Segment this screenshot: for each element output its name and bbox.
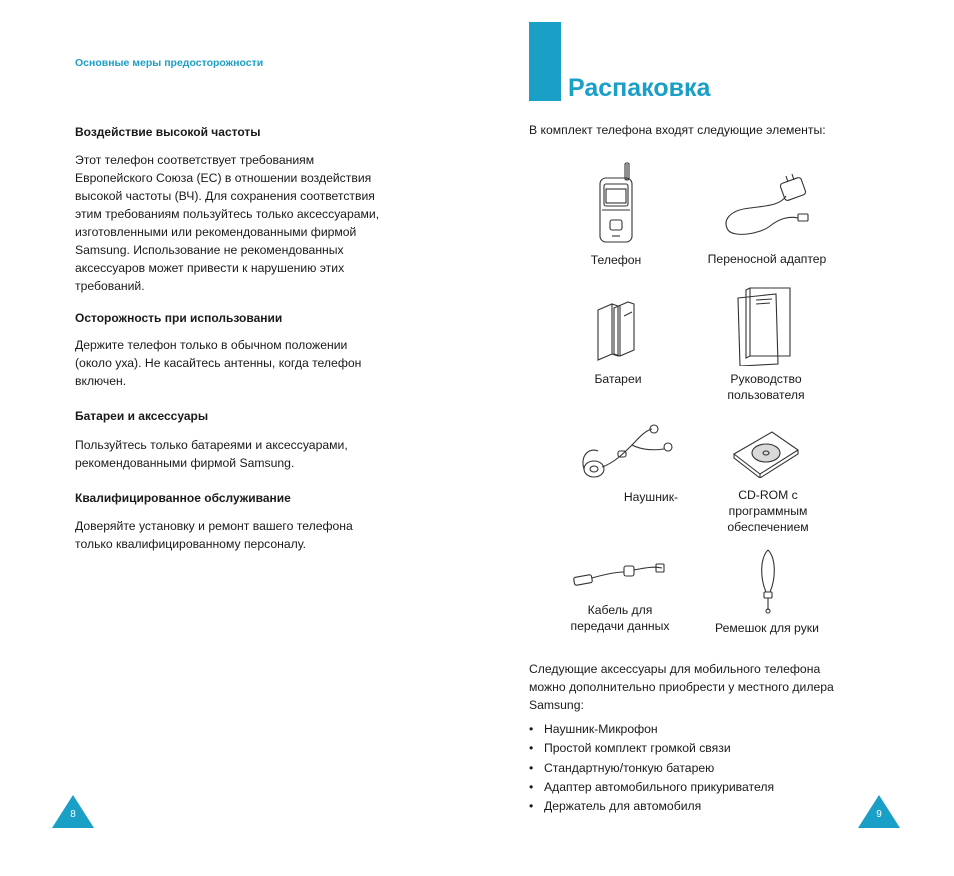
heading-usage-caution: Осторожность при использовании [75, 311, 283, 325]
heading-rf-exposure: Воздействие высокой частоты [75, 125, 261, 139]
phone-icon [596, 162, 638, 246]
page-title: Распаковка [568, 74, 711, 102]
title-accent-bar [529, 22, 561, 101]
paragraph-batteries: Пользуйтесь только батареями и аксессуарами, рекомендованными фирмой Samsung. [75, 438, 348, 470]
adapter-icon [720, 172, 812, 242]
heading-batteries: Батареи и аксессуары [75, 409, 209, 423]
accessory-list [529, 720, 774, 816]
strap-icon [754, 548, 782, 614]
intro-text: В комплект телефона входят следующие элементы: [529, 123, 826, 137]
item-label-strap: Ремешок для руки [715, 621, 819, 635]
item-label-phone: Телефон [590, 253, 642, 267]
manual-icon [734, 284, 798, 366]
page-marker-left [52, 795, 94, 828]
paragraph-service: Доверяйте установку и ремонт вашего телефона только квалифицированному персоналу. [75, 519, 353, 551]
cdrom-icon [732, 430, 800, 478]
list-item: • Наушник-Микрофон [529, 720, 774, 739]
page-number-left: 8 [70, 809, 76, 820]
section-header: Основные меры предосторожности [75, 57, 264, 69]
item-label-cdrom: CD-ROM с программным обеспечением [727, 488, 809, 534]
item-label-manual: Руководство пользователя [727, 372, 805, 402]
page-number-right: 9 [876, 809, 882, 820]
list-item: • Держатель для автомобиля [529, 797, 774, 816]
item-label-batteries: Батареи [594, 372, 642, 386]
item-label-earphone: Наушник- [623, 490, 679, 504]
list-item: • Простой комплект громкой связи [529, 739, 774, 758]
earphone-icon [578, 417, 678, 485]
battery-icon [594, 298, 638, 362]
optional-accessories-text: Следующие аксессуары для мобильного телефона можно дополнительно приобрести у местного дилера Samsung: [529, 662, 834, 712]
item-label-adapter: Переносной адаптер [707, 252, 827, 266]
list-item: • Адаптер автомобильного прикуривателя [529, 778, 774, 797]
page-marker-right [858, 795, 900, 828]
heading-service: Квалифицированное обслуживание [75, 491, 291, 505]
list-item: • Стандартную/тонкую батарею [529, 759, 774, 778]
paragraph-usage-caution: Держите телефон только в обычном положении (около уха). Не касайтесь антенны, когда телефон включен. [75, 338, 362, 388]
item-label-data-cable: Кабель для передачи данных [570, 603, 670, 633]
paragraph-rf-exposure: Этот телефон соответствует требованиям Европейского Союза (ЕС) в отношении воздействия высокой частоты (ВЧ). Для сохранения соответствия этим требованиям пользуйтесь только аксессуарами, изготовленными или рекомендованными фирмой Samsung. Использование не рекомендованных аксессуаров может привести к нарушению этих требований. [75, 153, 380, 293]
data-cable-icon [572, 560, 668, 590]
